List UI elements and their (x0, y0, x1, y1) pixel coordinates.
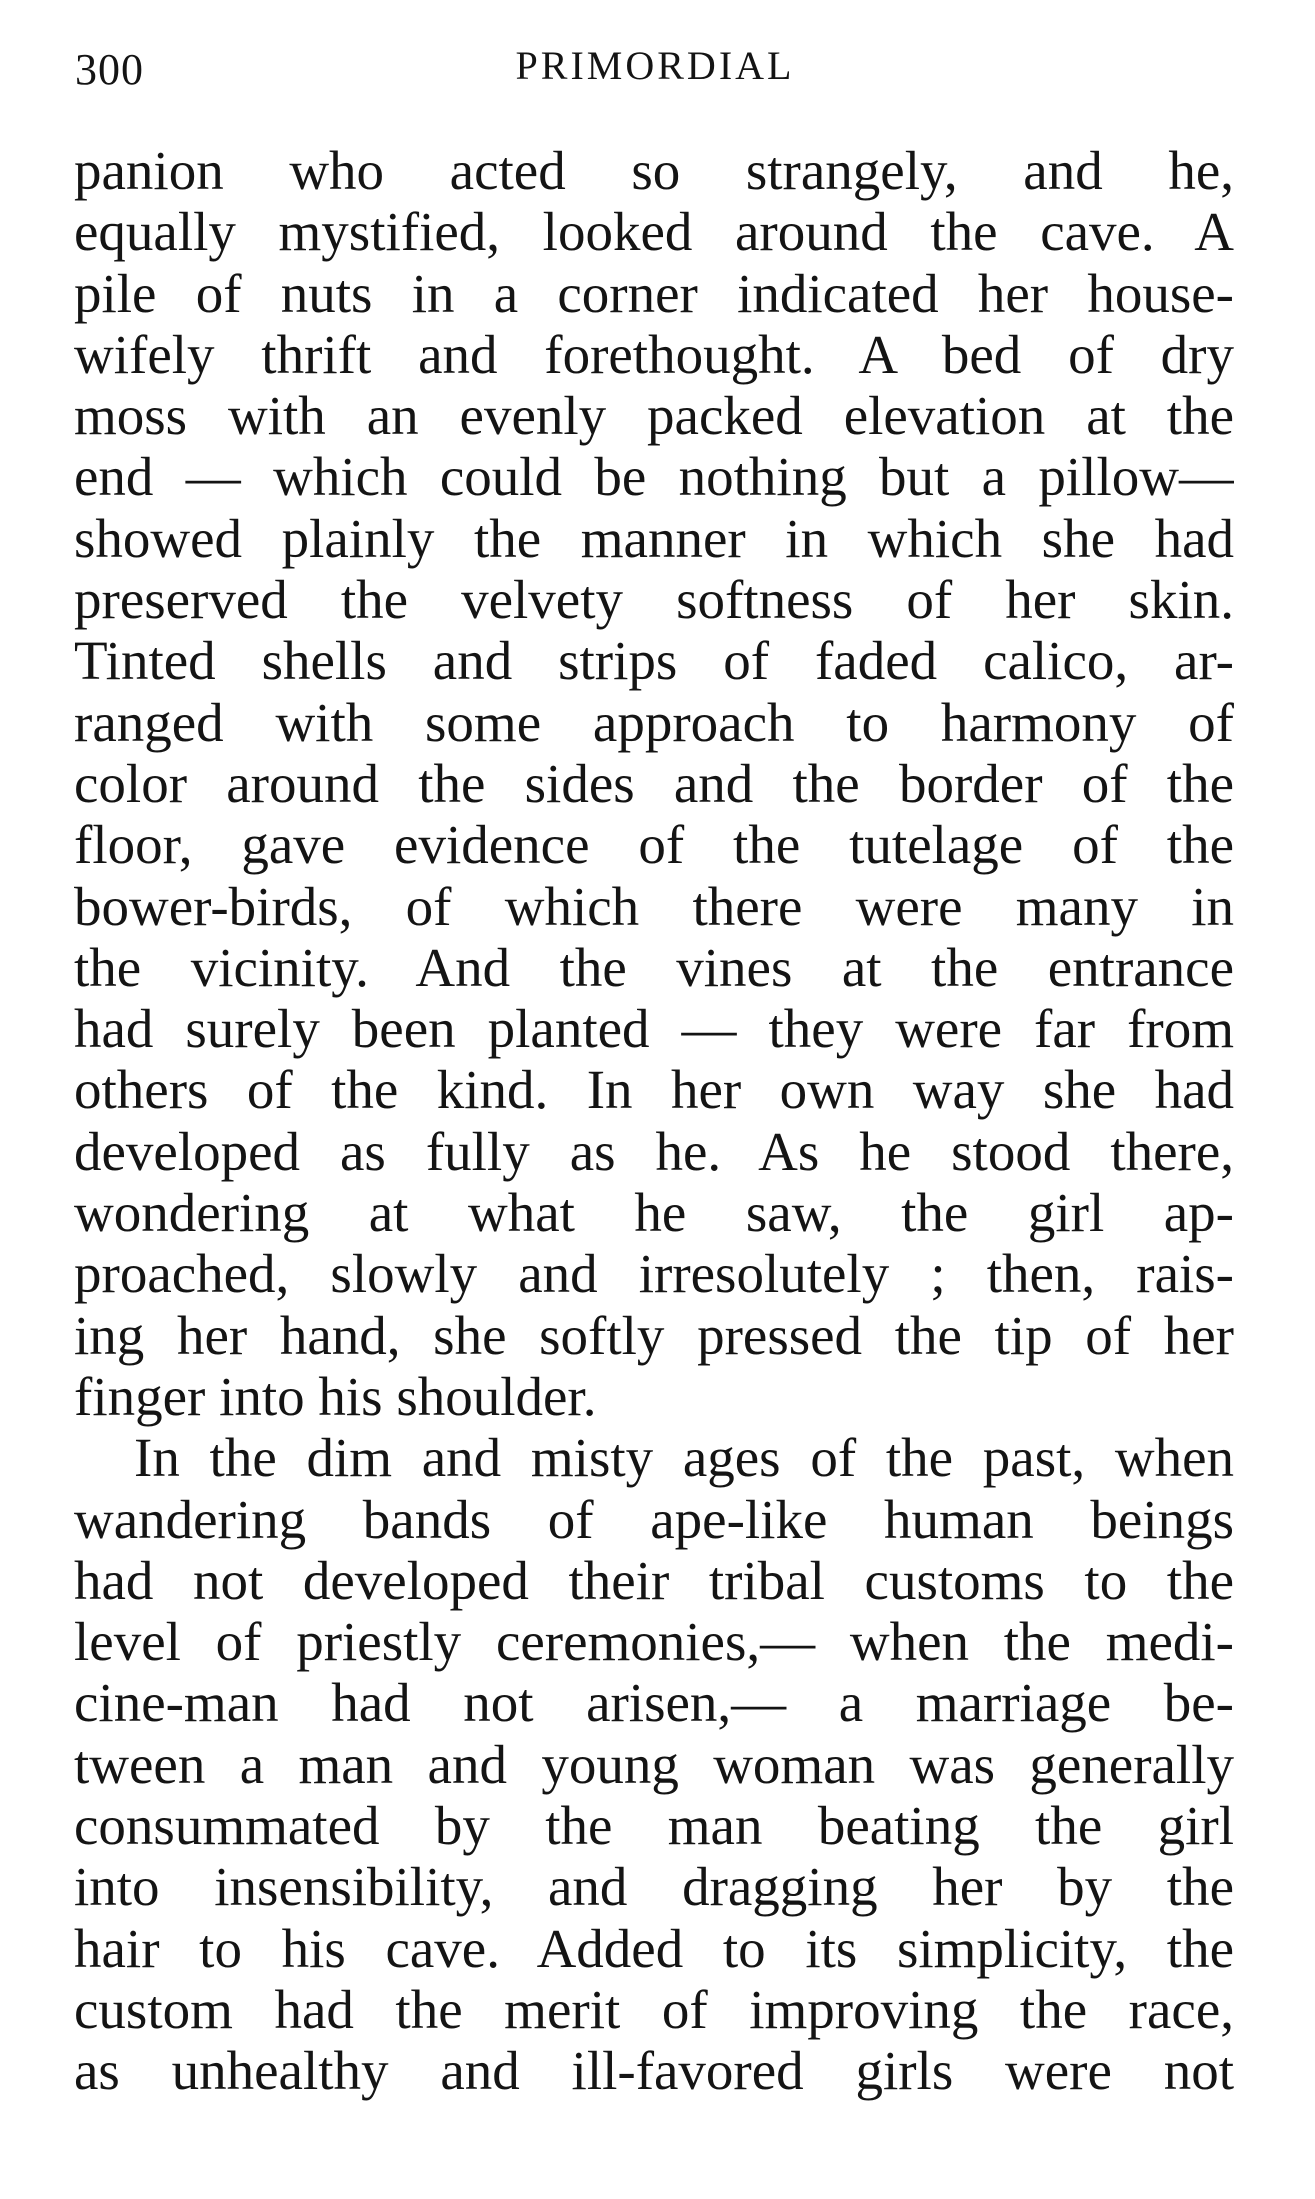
running-head: PRIMORDIAL (515, 43, 795, 88)
text-line: ing her hand, she softly pressed the tip of her (74, 1304, 1234, 1366)
text-line: ranged with some approach to harmony of (74, 691, 1234, 753)
text-line: custom had the merit of improving the race, (74, 1978, 1234, 2040)
text-line: developed as fully as he. As he stood there, (74, 1120, 1234, 1182)
paragraph-start-line: In the dim and misty ages of the past, when (134, 1427, 1234, 1489)
text-line: had not developed their tribal customs to the (74, 1549, 1234, 1611)
text-line: tween a man and young woman was generally (74, 1733, 1234, 1795)
text-line: wondering at what he saw, the girl ap- (74, 1182, 1234, 1244)
text-line: moss with an evenly packed elevation at the (74, 385, 1234, 447)
text-line: had surely been planted — they were far from (74, 998, 1234, 1060)
text-line: equally mystified, looked around the cave. A (74, 201, 1234, 263)
text-line: preserved the velvety softness of her skin. (74, 569, 1234, 631)
text-line: panion who acted so strangely, and he, (74, 140, 1234, 201)
text-line: cine-man had not arisen,— a marriage be- (74, 1672, 1234, 1734)
text-line: as unhealthy and ill-favored girls were not (74, 2040, 1234, 2102)
text-line: consummated by the man beating the girl (74, 1795, 1234, 1857)
text-line: wandering bands of ape-like human beings (74, 1488, 1234, 1550)
text-line: floor, gave evidence of the tutelage of the (74, 814, 1234, 876)
paragraph-end-line: finger into his shoulder. (74, 1365, 597, 1427)
text-line: level of priestly ceremonies,— when the medi- (74, 1611, 1234, 1673)
page-number: 300 (75, 45, 144, 94)
page-header (75, 38, 1235, 98)
body-text (74, 140, 1234, 2102)
text-line: hair to his cave. Added to its simplicity, the (74, 1917, 1234, 1979)
text-line: pile of nuts in a corner indicated her house- (74, 262, 1234, 324)
text-line: end — which could be nothing but a pillow— (74, 446, 1234, 508)
text-line: the vicinity. And the vines at the entrance (74, 936, 1234, 998)
text-line: bower-birds, of which there were many in (74, 875, 1234, 937)
text-line: Tinted shells and strips of faded calico, ar- (74, 630, 1234, 692)
text-line: into insensibility, and dragging her by the (74, 1856, 1234, 1918)
text-line: others of the kind. In her own way she had (74, 1059, 1234, 1121)
text-line: showed plainly the manner in which she had (74, 507, 1234, 569)
text-line: color around the sides and the border of the (74, 752, 1234, 814)
text-line: proached, slowly and irresolutely ; then, rais- (74, 1243, 1234, 1305)
text-line: wifely thrift and forethought. A bed of dry (74, 323, 1234, 385)
